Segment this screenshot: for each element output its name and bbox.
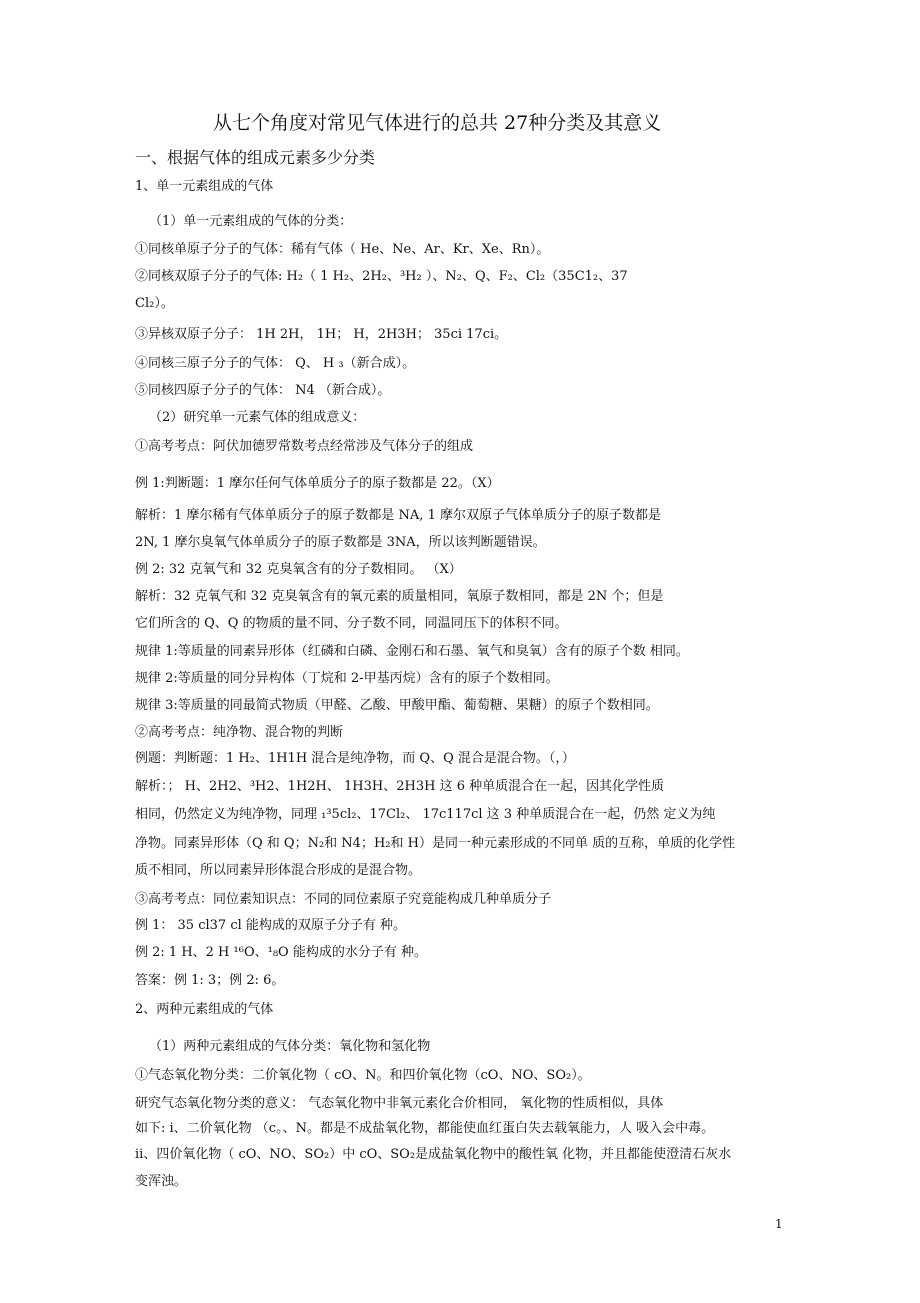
text-line: ①同核单原子分子的气体：稀有气体（ He、Ne、Ar、Kr、Xe、Rn）。 — [135, 242, 550, 257]
text-line: ③高考考点：同位素知识点：不同的同位素原子究竟能构成几种单质分子 — [135, 892, 552, 907]
text-line: （2）研究单一元素气体的组成意义： — [149, 410, 366, 425]
text-line: Cl₂）。 — [135, 296, 174, 311]
text-line: 变浑浊。 — [135, 1174, 188, 1189]
text-line: ii、四价氧化物（ cO、NO、SO₂）中 cO、SO₂是成盐氧化物中的酸性氧 化物，并且都能使澄清石灰水 — [135, 1147, 732, 1162]
text-line: 答案：例 1: 3；例 2: 6。 — [135, 973, 285, 988]
page-number: 1 — [775, 1217, 783, 1231]
text-line: ②高考考点：纯净物、混合物的判断 — [135, 725, 344, 740]
text-line: 例 2: 1 H、2 H ¹⁶O、¹₈O 能构成的水分子有 种。 — [135, 945, 427, 960]
subsection-heading: 2、两种元素组成的气体 — [135, 1002, 274, 1017]
section-heading: 一、根据气体的组成元素多少分类 — [135, 148, 376, 167]
subsection-heading: 1、单一元素组成的气体 — [135, 179, 274, 194]
text-line: 规律 1:等质量的同素异形体（红磷和白磷、金刚石和石墨、氧气和臭氧）含有的原子个数 相同。 — [135, 644, 689, 659]
text-line: ④同核三原子分子的气体： Q、 H ₃（新合成）。 — [135, 356, 416, 371]
text-line: 解析：32 克氧气和 32 克臭氧含有的氧元素的质量相同，氧原子数相同，都是 2N 个；但是 — [135, 589, 664, 604]
text-line: 2N, 1 摩尔臭氧气体单质分子的原子数都是 3NA，所以该判断题错误。 — [135, 535, 546, 550]
text-line: 解析：1 摩尔稀有气体单质分子的原子数都是 NA, 1 摩尔双原子气体单质分子的原子数都是 — [135, 508, 661, 523]
text-line: 例 2: 32 克氧气和 32 克臭氧含有的分子数相同。 （X） — [135, 562, 462, 577]
text-line: （1）单一元素组成的气体的分类： — [149, 214, 353, 229]
text-line: 相同，仍然定义为纯净物，同理 ₁³5cl₂、17Cl₂、 17c117cl 这 3 种单质混合在一起，仍然 定义为纯 — [135, 807, 716, 822]
text-line: 例题：判断题：1 H₂、1H1H 混合是纯净物，而 Q、Q 混合是混合物。（，） — [135, 751, 575, 766]
page-title: 从七个角度对常见气体进行的总共 27种分类及其意义 — [213, 112, 662, 134]
text-line: 质不相同，所以同素异形体混合形成的是混合物。 — [135, 863, 422, 878]
text-line: 它们所含的 Q、Q 的物质的量不同、分子数不同，同温同压下的体积不同。 — [135, 616, 568, 631]
text-line: （1）两种元素组成的气体分类：氧化物和氢化物 — [149, 1039, 431, 1054]
text-line: ①气态氧化物分类：二价氧化物（ cO、N。和四价氧化物（cO、NO、SO₂）。 — [135, 1068, 591, 1083]
text-line: 净物。同素异形体（Q 和 Q；N₂和 N4；H₂和 H）是同一种元素形成的不同单 质的互称，单质的化学性 — [135, 836, 736, 851]
text-line: 如下: i、二价氧化物 （c。、N。都是不成盐氧化物，都能使血红蛋白失去载氧能力，人 吸入会中毒。 — [135, 1121, 715, 1136]
text-line: 例 1:判断题：1 摩尔任何气体单质分子的原子数都是 22。（X） — [135, 476, 500, 491]
text-line: ①高考考点：阿伏加德罗常数考点经常涉及气体分子的组成 — [135, 439, 474, 454]
text-line: ③异核双原子分子： 1H 2H， 1H； H，2H3H； 35ci 17ci。 — [135, 327, 508, 342]
text-line: 规律 2:等质量的同分异构体（丁烷和 2-甲基丙烷）含有的原子个数相同。 — [135, 671, 559, 686]
text-line: 解析：； H、2H2、³H2、1H2H、 1H3H、2H3H 这 6 种单质混合在一起，因其化学性质 — [135, 779, 665, 794]
text-line: ⑤同核四原子分子的气体： N4 （新合成）。 — [135, 383, 391, 398]
text-line: 规律 3:等质量的同最简式物质（甲醛、乙酸、甲酸甲酯、葡萄糖、果糖）的原子个数相同。 — [135, 698, 659, 713]
text-line: 例 1： 35 cl37 cl 能构成的双原子分子有 种。 — [135, 918, 407, 933]
text-line: 研究气态氧化物分类的意义： 气态氧化物中非氧元素化合价相同， 氧化物的性质相似，具体 — [135, 1096, 664, 1111]
text-line: ②同核双原子分子的气体: H₂（ 1 H₂、2H₂、³H₂ ）、N₂、Q、F₂、Cl₂（35C1₂、37 — [135, 269, 628, 284]
